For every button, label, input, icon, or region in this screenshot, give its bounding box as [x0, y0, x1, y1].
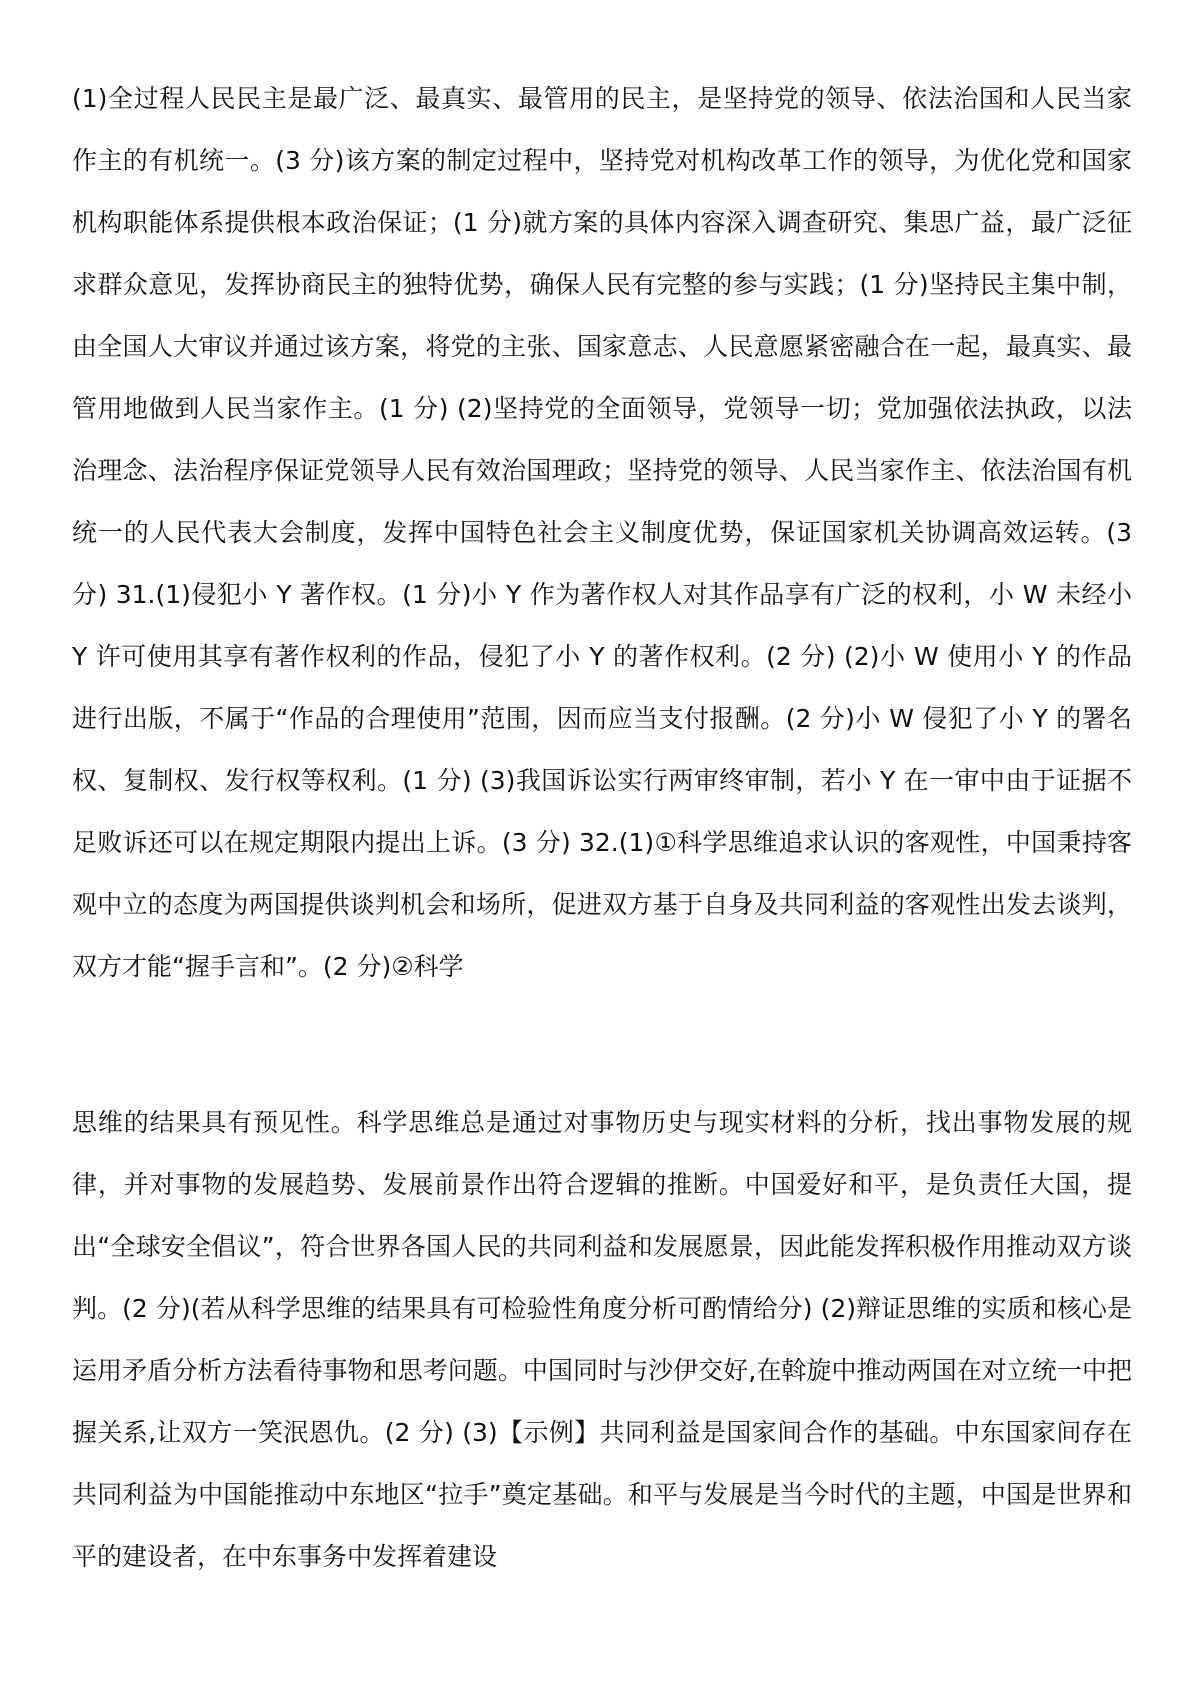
answer-paragraph-2: 思维的结果具有预见性。科学思维总是通过对事物历史与现实材料的分析，找出事物发展的规律，并对事物的发展趋势、发展前景作出符合逻辑的推断。中国爱好和平，是负责任大国，提出“全球安全倡议”，符合世界各国人民的共同利益和发展愿景，因此能发挥积极作用推动双方谈判。(2 分)(若从科学思维的结果具有可检验性角度分析可酌情给分) (2)辩证思维的实质和核心是运用矛盾分析方法看待事物和思考问题。中国同时与沙伊交好,在斡旋中推动两国在对立统一中把握关系,让双方一笑泯恩仇。(2 分) (3)【示例】共同利益是国家间合作的基础。中东国家间存在共同利益为中国能推动中东地区“拉手”奠定基础。和平与发展是当今时代的主题，中国是世界和平的建设者，在中东事务中发挥着建设: [72, 1108, 1132, 1571]
answer-paragraph-1: (1)全过程人民民主是最广泛、最真实、最管用的民主，是坚持党的领导、依法治国和人民当家作主的有机统一。(3 分)该方案的制定过程中，坚持党对机构改革工作的领导，为优化党和国家机构职能体系提供根本政治保证；(1 分)就方案的具体内容深入调查研究、集思广益，最广泛征求群众意见，发挥协商民主的独特优势，确保人民有完整的参与实践；(1 分)坚持民主集中制，由全国人大审议并通过该方案，将党的主张、国家意志、人民意愿紧密融合在一起，最真实、最管用地做到人民当家作主。(1 分) (2)坚持党的全面领导，党领导一切；党加强依法执政，以法治理念、法治程序保证党领导人民有效治国理政；坚持党的领导、人民当家作主、依法治国有机统一的人民代表大会制度，发挥中国特色社会主义制度优势，保证国家机关协调高效运转。(3 分) 31.(1)侵犯小 Y 著作权。(1 分)小 Y 作为著作权人对其作品享有广泛的权利，小 W 未经小 Y 许可使用其享有著作权利的作品，侵犯了小 Y 的著作权利。(2 分) (2)小 W 使用小 Y 的作品进行出版，不属于“作品的合理使用”范围，因而应当支付报酬。(2 分)小 W 侵犯了小 Y 的署名权、复制权、发行权等权利。(1 分) (3)我国诉讼实行两审终审制，若小 Y 在一审中由于证据不足败诉还可以在规定期限内提出上诉。(3 分) 32.(1)①科学思维追求认识的客观性，中国秉持客观中立的态度为两国提供谈判机会和场所，促进双方基于自身及共同利益的客观性出发去谈判，双方才能“握手言和”。(2 分)②科学: [72, 84, 1132, 981]
document-page: [72, 68, 1132, 1588]
